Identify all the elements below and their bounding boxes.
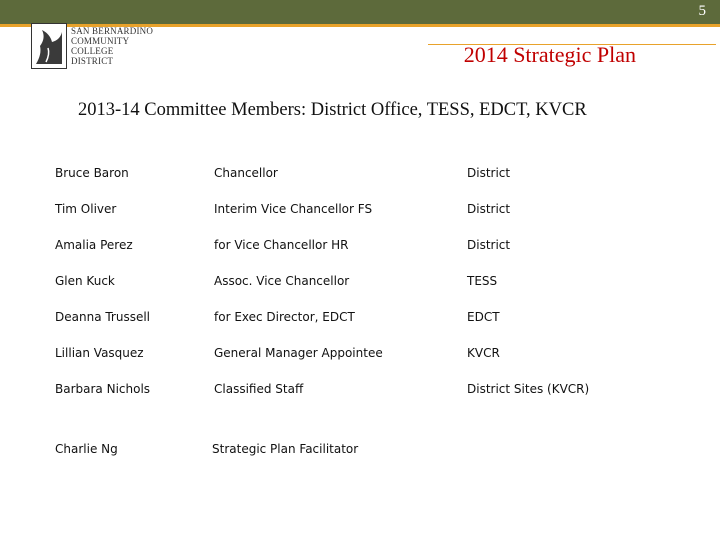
member-role: Classified Staff	[214, 382, 304, 396]
member-role: Assoc. Vice Chancellor	[214, 274, 350, 288]
member-row	[55, 238, 695, 254]
member-role: Chancellor	[214, 166, 278, 180]
member-org: District	[467, 166, 511, 180]
member-name: Tim Oliver	[55, 202, 117, 216]
logo-line-3: COLLEGE	[71, 46, 114, 56]
logo-mark-icon	[31, 23, 67, 69]
logo-wordmark	[71, 26, 154, 66]
member-org: District	[467, 202, 511, 216]
member-row	[55, 310, 695, 326]
member-row	[55, 202, 695, 218]
logo-line-1: SAN BERNARDINO	[71, 26, 154, 36]
member-name: Deanna Trussell	[55, 310, 151, 324]
member-name: Bruce Baron	[55, 166, 129, 180]
member-row	[55, 442, 695, 458]
member-org: District Sites (KVCR)	[467, 382, 590, 396]
slide-title: 2014 Strategic Plan	[463, 42, 636, 67]
member-org: TESS	[467, 274, 498, 288]
top-bar	[0, 0, 720, 24]
member-org: District	[467, 238, 511, 252]
member-role: for Vice Chancellor HR	[214, 238, 349, 252]
member-row	[55, 166, 695, 182]
member-role: Interim Vice Chancellor FS	[214, 202, 373, 216]
district-logo	[31, 23, 154, 69]
member-name: Glen Kuck	[55, 274, 115, 288]
member-org: EDCT	[467, 310, 500, 324]
member-role: Strategic Plan Facilitator	[212, 442, 359, 456]
member-row	[55, 346, 695, 362]
member-name: Charlie Ng	[55, 442, 118, 456]
member-name: Lillian Vasquez	[55, 346, 144, 360]
member-row	[55, 382, 695, 398]
member-role: for Exec Director, EDCT	[214, 310, 355, 324]
logo-line-2: COMMUNITY	[71, 36, 130, 46]
member-org: KVCR	[467, 346, 500, 360]
member-role: General Manager Appointee	[214, 346, 383, 360]
member-row	[55, 274, 695, 290]
committee-heading: 2013-14 Committee Members: District Office, TESS, EDCT, KVCR	[78, 100, 587, 120]
logo-line-4: DISTRICT	[71, 56, 114, 66]
member-name: Barbara Nichols	[55, 382, 151, 396]
member-name: Amalia Perez	[55, 238, 133, 252]
slide-number: 5	[698, 3, 706, 19]
